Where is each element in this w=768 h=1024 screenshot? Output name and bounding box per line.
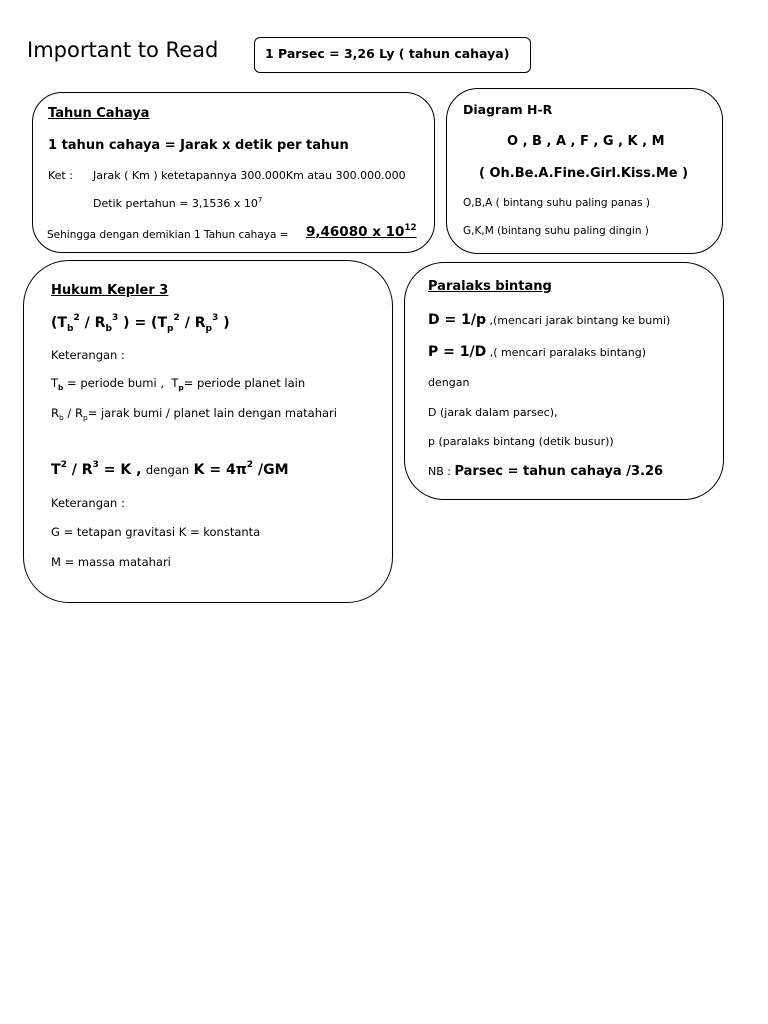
period-definitions: $T_b$ = periode bumi , $T_p=$ periode planet lain [51, 376, 306, 393]
parallax-definition: p (paralaks bintang (detik busur)) [428, 435, 614, 448]
kepler-box [23, 260, 393, 603]
kepler-formula-1: ($T_b^2 / R_b^3$ ) = ($T_p^2 / R_p^3$ ) [51, 313, 230, 334]
gravity-constant-line: G = tetapan gravitasi K = konstanta [51, 525, 261, 539]
diagram-hr-box [446, 88, 723, 254]
radius-definitions: $R_b / R_p=$ jarak bumi / planet lain dengan matahari [51, 406, 337, 423]
kepler-formula-2: $T^2 / R^3 = K$ , dengan $K = 4\pi^2$ /GM [51, 460, 289, 478]
parsec-note: 1 Parsec = 3,26 Ly ( tahun cahaya) [265, 46, 510, 61]
parallax-formula: P = 1/D ,( mencari paralaks bintang) [428, 344, 647, 360]
keterangan-2: Keterangan : [51, 496, 125, 510]
keterangan-1: Keterangan : [51, 348, 125, 362]
spectral-mnemonic: ( Oh.Be.A.Fine.Girl.Kiss.Me ) [479, 166, 689, 181]
parsec-note-box [254, 37, 531, 73]
hot-stars-note: O,B,A ( bintang suhu paling panas ) [463, 197, 651, 209]
light-year-result: 9,46080 x $10^{12}$ [306, 222, 417, 240]
paralaks-box [404, 262, 724, 500]
solar-mass-line: M = massa matahari [51, 555, 171, 569]
nb-note: NB : Parsec = tahun cahaya /3.26 [428, 464, 664, 479]
paralaks-heading: Paralaks bintang [428, 279, 552, 294]
spectral-classes: O , B , A , F , G , K , M [507, 134, 665, 149]
ket-label: Ket : [48, 169, 73, 182]
dengan-label: dengan [428, 376, 470, 389]
kepler-heading: Hukum Kepler 3 [51, 283, 169, 298]
tahun-cahaya-box [32, 92, 435, 253]
ket-jarak: Jarak ( Km ) ketetapannya 300.000Km atau 300.000.000 [93, 169, 406, 182]
tahun-cahaya-formula: 1 tahun cahaya = Jarak x detik per tahun [48, 138, 349, 153]
page-title: Important to Read [27, 38, 219, 62]
distance-formula: D = 1/p ,(mencari jarak bintang ke bumi) [428, 312, 671, 328]
sehingga-text: Sehingga dengan demikian 1 Tahun cahaya = [47, 229, 289, 241]
diagram-hr-heading: Diagram H-R [463, 102, 553, 117]
distance-definition: D (jarak dalam parsec), [428, 406, 558, 419]
cold-stars-note: G,K,M (bintang suhu paling dingin ) [463, 225, 649, 237]
tahun-cahaya-heading: Tahun Cahaya [48, 106, 150, 121]
detik-pertahun: Detik pertahun = 3,1536 x $10^7$ [93, 194, 263, 210]
